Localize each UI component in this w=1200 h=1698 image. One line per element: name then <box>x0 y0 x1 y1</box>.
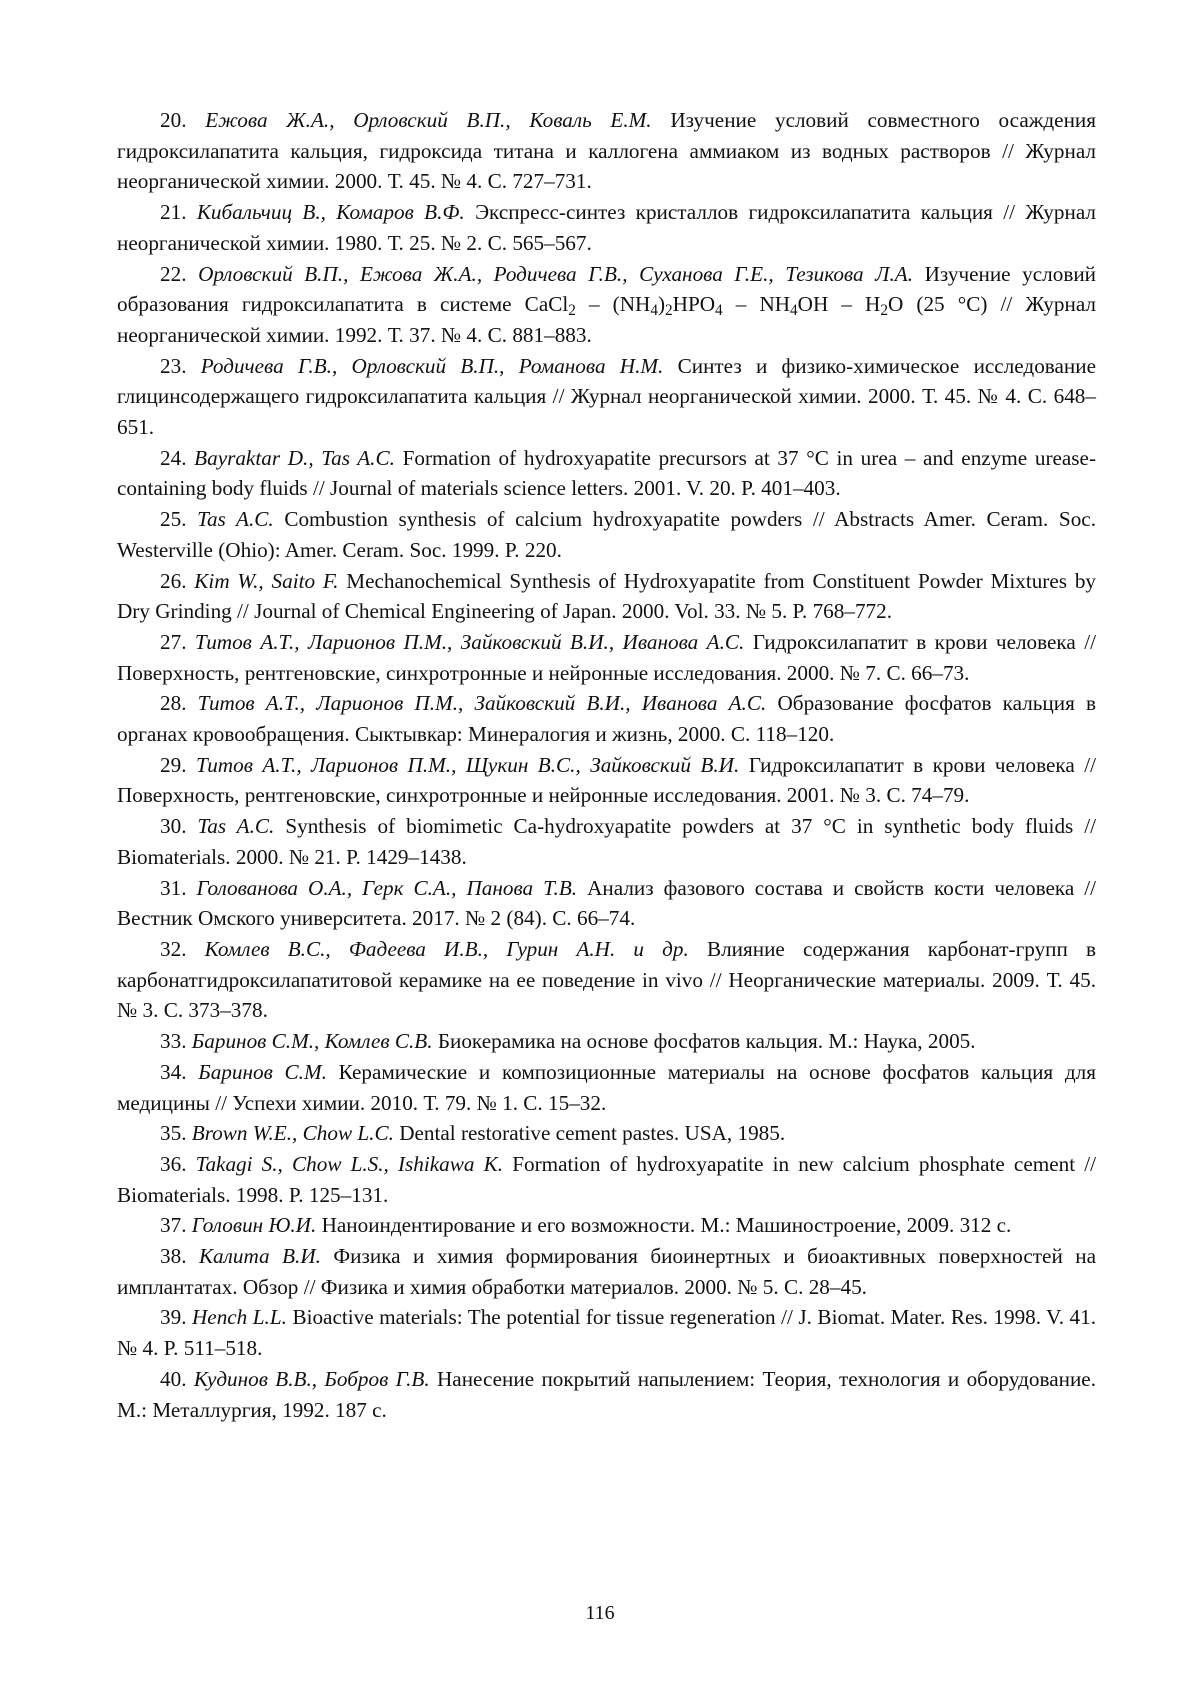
reference-item <box>117 105 1096 197</box>
reference-text: – (NH <box>575 292 651 317</box>
reference-text: Mechanochemical Synthesis of Hydroxyapatite from Constituent Powder Mixtures by Dry Grinding // Journal of Chemical Engineering of Japan. 2000. Vol. 33. № 5. P. 768–772. <box>117 568 1097 624</box>
reference-text: Образование фосфатов кальция в органах кровообращения. Сыктывкар: Минералогия и жизнь, 2000. С. 118–120. <box>117 691 1097 747</box>
reference-authors: Ежова Ж.А., Орловский В.П., Коваль Е.М. <box>205 108 652 132</box>
reference-number: 37. <box>160 1213 187 1238</box>
reference-authors: Титов А.Т., Ларионов П.М., Зайковский В.И., Иванова А.С. <box>197 691 767 716</box>
reference-authors: Головин Ю.И. <box>191 1213 317 1238</box>
reference-text: Изучение условий совместного осаждения гидроксилапатита кальция, гидроксида титана и каллогена аммиаком из водных растворов // Журнал неорганической химии. 2000. Т. 45. № 4. С. 727–731. <box>117 108 1096 194</box>
subscript: 2 <box>665 302 673 320</box>
reference-number: 24. <box>160 445 187 470</box>
reference-number: 25. <box>160 507 187 532</box>
reference-authors: Голованова О.А., Герк С.А., Панова Т.В. <box>196 875 578 900</box>
reference-authors: Калита В.И. <box>198 1244 321 1269</box>
reference-item <box>117 259 1096 351</box>
reference-number: 22. <box>160 261 187 286</box>
reference-number: 26. <box>160 568 187 593</box>
reference-authors: Титов А.Т., Ларионов П.М., Зайковский В.И., Иванова А.С. <box>194 629 745 654</box>
reference-number: 31. <box>160 875 187 900</box>
subscript: 4 <box>790 302 798 320</box>
subscript: 2 <box>568 302 576 320</box>
reference-item <box>117 1210 1096 1241</box>
reference-item <box>117 811 1096 872</box>
reference-number: 34. <box>160 1059 187 1084</box>
reference-item <box>117 1118 1096 1149</box>
reference-authors: Кудинов В.В., Бобров Г.В. <box>193 1366 430 1391</box>
reference-list <box>117 105 1096 1425</box>
reference-text: Dental restorative cement pastes. USA, 1985. <box>399 1121 786 1146</box>
reference-number: 32. <box>160 936 187 961</box>
reference-text: Влияние содержания карбонат-групп в карбонатгидроксилапатитовой керамике на ее поведение in vivo // Неорганические материалы. 2009. Т. 45. № 3. С. 373–378. <box>117 936 1097 1023</box>
reference-text: Керамические и композиционные материалы на основе фосфатов кальция для медицины // Успехи химии. 2010. Т. 79. № 1. С. 15–32. <box>117 1059 1096 1115</box>
reference-item <box>117 443 1096 504</box>
reference-item <box>117 566 1096 627</box>
reference-number: 23. <box>160 353 187 378</box>
reference-text: Синтез и физико-химическое исследование глицинсодержащего гидроксилапатита кальция // Журнал неорганической химии. 2000. Т. 45. № 4. С. 648–651. <box>117 353 1096 440</box>
reference-text: Formation of hydroxyapatite in new calcium phosphate cement // Biomaterials. 1998. P. 125–131. <box>117 1151 1096 1207</box>
reference-text: Formation of hydroxyapatite precursors at 37 °C in urea – and enzyme urease-containing body fluids // Journal of materials science letters. 2001. V. 20. P. 401–403. <box>117 445 1097 501</box>
reference-authors: Баринов С.М., Комлев С.В. <box>191 1029 433 1054</box>
reference-authors: Кибальчиц В., Комаров В.Ф. <box>196 200 465 225</box>
reference-number: 40. <box>160 1366 187 1391</box>
reference-text: Нанесение покрытий напылением: Теория, технология и оборудование. М.: Металлургия, 1992. 187 с. <box>117 1366 1097 1422</box>
reference-number: 30. <box>160 814 187 839</box>
reference-number: 29. <box>160 752 187 777</box>
reference-item <box>117 873 1096 934</box>
reference-number: 36. <box>160 1151 187 1176</box>
reference-item <box>117 1302 1096 1363</box>
reference-authors: Баринов С.М. <box>198 1059 327 1084</box>
reference-number: 21. <box>160 200 187 225</box>
reference-item <box>117 934 1096 1026</box>
reference-item <box>117 1149 1096 1210</box>
reference-authors: Титов А.Т., Ларионов П.М., Щукин В.С., Зайковский В.И. <box>195 752 740 777</box>
reference-number: 39. <box>160 1305 187 1330</box>
reference-text: Bioactive materials: The potential for tissue regeneration // J. Biomat. Mater. Res. 1998. V. 41. № 4. P. 511–518. <box>117 1305 1097 1361</box>
reference-text: Экспресс-синтез кристаллов гидроксилапатита кальция // Журнал неорганической химии. 1980. Т. 25. № 2. С. 565–567. <box>117 200 1096 255</box>
reference-authors: Kim W., Saito F. <box>194 568 339 593</box>
reference-item <box>117 1057 1096 1118</box>
reference-text: Физика и химия формирования биоинертных и биоактивных поверхностей на имплантатах. Обзор // Физика и химия обработки материалов. 2000. № 5. С. 28–45. <box>117 1244 1097 1299</box>
reference-text: HPO <box>672 292 716 317</box>
subscript: 4 <box>715 302 723 320</box>
reference-text: Гидроксилапатит в крови человека // Поверхность, рентгеновские, синхротронные и нейронные исследования. 2001. № 3. С. 74–79. <box>117 752 1097 808</box>
reference-item <box>117 1241 1096 1302</box>
reference-number: 20. <box>160 108 187 132</box>
reference-text: Наноиндентирование и его возможности. М.: Машиностроение, 2009. 312 с. <box>321 1213 1012 1238</box>
subscript: 4 <box>650 302 658 320</box>
reference-text: ) <box>657 292 666 317</box>
reference-text: Биокерамика на основе фосфатов кальция. М.: Наука, 2005. <box>437 1029 976 1054</box>
reference-text: Combustion synthesis of calcium hydroxyapatite powders // Abstracts Amer. Ceram. Soc. Westerville (Ohio): Amer. Ceram. Soc. 1999. P. 220. <box>117 507 1097 562</box>
reference-authors: Родичева Г.В., Орловский В.П., Романова Н.М. <box>200 353 664 378</box>
reference-text: Synthesis of biomimetic Ca-hydroxyapatite powders at 37 °C in synthetic body fluids // Biomaterials. 2000. № 21. P. 1429–1438. <box>117 814 1097 869</box>
reference-text: Изучение условий образования гидроксилапатита в системе CaCl <box>117 261 1097 317</box>
reference-item <box>117 627 1096 688</box>
reference-authors: Комлев В.С., Фадеева И.В., Гурин А.Н. и др. <box>204 936 689 961</box>
reference-number: 27. <box>160 629 187 654</box>
reference-item <box>117 1026 1096 1057</box>
reference-item <box>117 1364 1096 1425</box>
reference-authors: Bayraktar D., Tas A.C. <box>194 445 395 470</box>
reference-number: 33. <box>160 1029 187 1054</box>
reference-item <box>117 197 1096 258</box>
reference-authors: Tas A.C. <box>197 507 274 532</box>
reference-text: O (25 °С) // Журнал неорганической химии. 1992. Т. 37. № 4. С. 881–883. <box>117 292 1096 347</box>
reference-item <box>117 504 1096 565</box>
reference-item <box>117 351 1096 443</box>
reference-authors: Орловский В.П., Ежова Ж.А., Родичева Г.В., Суханова Г.Е., Тезикова Л.А. <box>198 261 914 286</box>
reference-text: – NH <box>722 292 791 317</box>
reference-number: 38. <box>160 1244 187 1269</box>
reference-number: 35. <box>160 1121 187 1146</box>
reference-item <box>117 688 1096 749</box>
reference-text: Анализ фазового состава и свойств кости человека // Вестник Омского университета. 2017. № 2 (84). С. 66–74. <box>117 875 1097 931</box>
reference-item <box>117 750 1096 811</box>
reference-authors: Hench L.L. <box>191 1305 287 1330</box>
reference-number: 28. <box>160 691 187 716</box>
reference-text: OH – H <box>797 292 881 317</box>
reference-authors: Tas A.C. <box>197 814 275 839</box>
reference-authors: Brown W.E., Chow L.C. <box>191 1121 394 1146</box>
reference-text: Гидроксилапатит в крови человека // Поверхность, рентгеновские, синхротронные и нейронные исследования. 2000. № 7. С. 66–73. <box>117 629 1097 685</box>
subscript: 2 <box>880 302 888 320</box>
reference-authors: Takagi S., Chow L.S., Ishikawa K. <box>195 1151 504 1176</box>
page-number: 116 <box>585 1602 615 1624</box>
